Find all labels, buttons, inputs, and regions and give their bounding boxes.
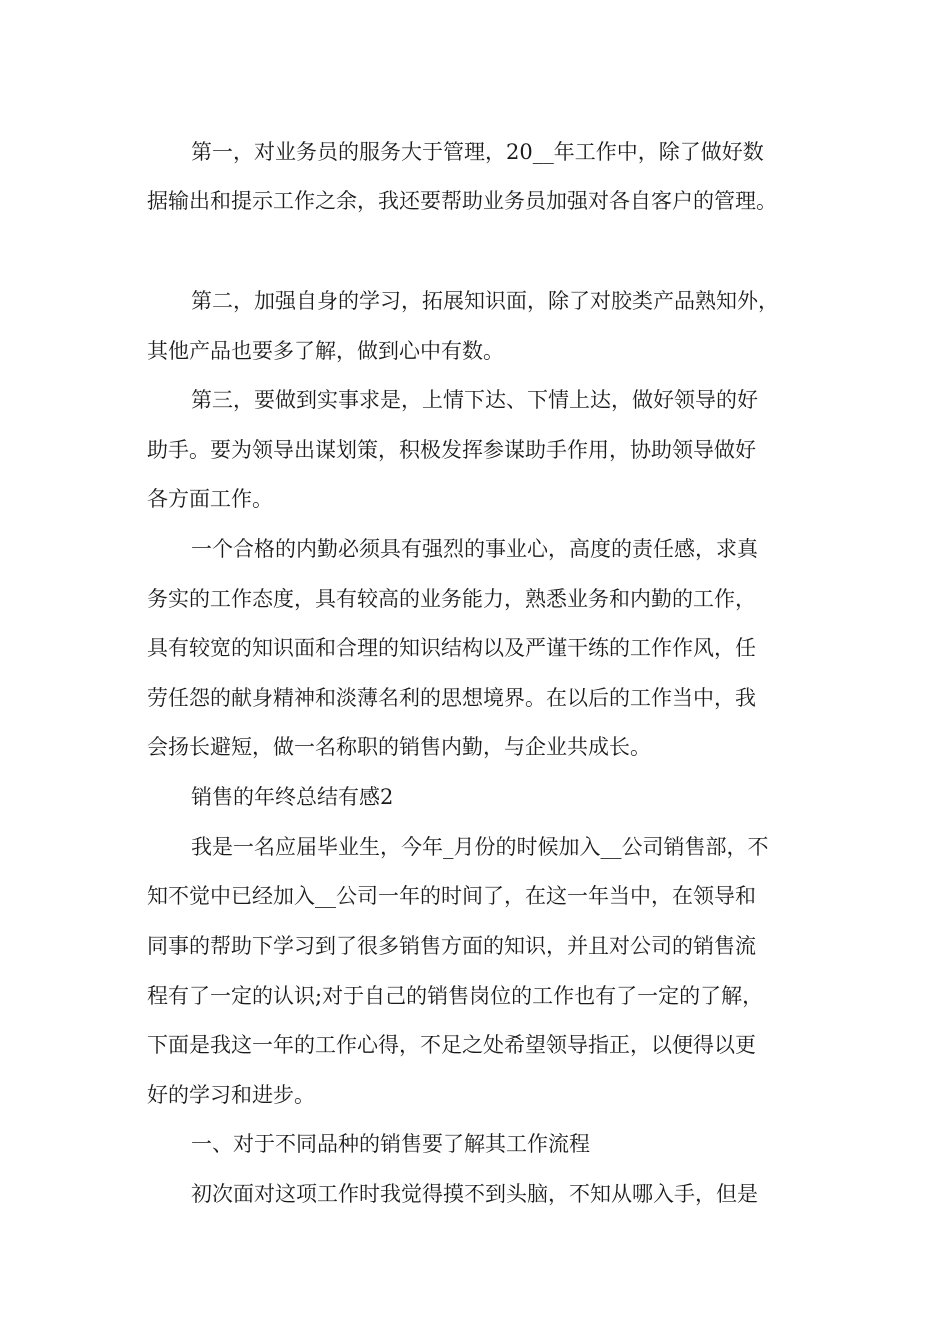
subsection-heading: 一、对于不同品种的销售要了解其工作流程 bbox=[191, 1132, 590, 1156]
paragraph-3-line-3: 各方面工作。 bbox=[147, 487, 273, 511]
paragraph-1-line-1: 第一，对业务员的服务大于管理，20__年工作中，除了做好数 bbox=[191, 140, 764, 164]
paragraph-5-line-2: 知不觉中已经加入__公司一年的时间了，在这一年当中，在领导和 bbox=[147, 884, 756, 908]
paragraph-3-line-2: 助手。要为领导出谋划策，积极发挥参谋助手作用，协助领导做好 bbox=[147, 438, 756, 462]
paragraph-2-line-1: 第二，加强自身的学习，拓展知识面，除了对胶类产品熟知外， bbox=[191, 289, 779, 313]
paragraph-5-line-3: 同事的帮助下学习到了很多销售方面的知识，并且对公司的销售流 bbox=[147, 934, 756, 958]
paragraph-3-line-1: 第三，要做到实事求是，上情下达、下情上达，做好领导的好 bbox=[191, 388, 758, 412]
section-heading: 销售的年终总结有感2 bbox=[191, 785, 394, 809]
paragraph-4-line-4: 劳任怨的献身精神和淡薄名利的思想境界。在以后的工作当中，我 bbox=[147, 686, 756, 710]
paragraph-4-line-1: 一个合格的内勤必须具有强烈的事业心，高度的责任感，求真 bbox=[191, 537, 758, 561]
paragraph-5-line-1: 我是一名应届毕业生，今年_月份的时候加入__公司销售部，不 bbox=[191, 835, 769, 859]
paragraph-4-line-5: 会扬长避短，做一名称职的销售内勤，与企业共成长。 bbox=[147, 735, 651, 759]
paragraph-2-line-2: 其他产品也要多了解，做到心中有数。 bbox=[147, 339, 504, 363]
paragraph-1-line-2: 据输出和提示工作之余，我还要帮助业务员加强对各自客户的管理。 bbox=[147, 189, 777, 213]
paragraph-6-line-1: 初次面对这项工作时我觉得摸不到头脑，不知从哪入手，但是 bbox=[191, 1182, 758, 1206]
paragraph-4-line-3: 具有较宽的知识面和合理的知识结构以及严谨干练的工作作风，任 bbox=[147, 636, 756, 660]
paragraph-5-line-5: 下面是我这一年的工作心得，不足之处希望领导指正，以便得以更 bbox=[147, 1033, 756, 1057]
paragraph-5-line-6: 好的学习和进步。 bbox=[147, 1083, 315, 1107]
paragraph-4-line-2: 务实的工作态度，具有较高的业务能力，熟悉业务和内勤的工作， bbox=[147, 587, 756, 611]
paragraph-5-line-4: 程有了一定的认识;对于自己的销售岗位的工作也有了一定的了解， bbox=[147, 984, 764, 1008]
